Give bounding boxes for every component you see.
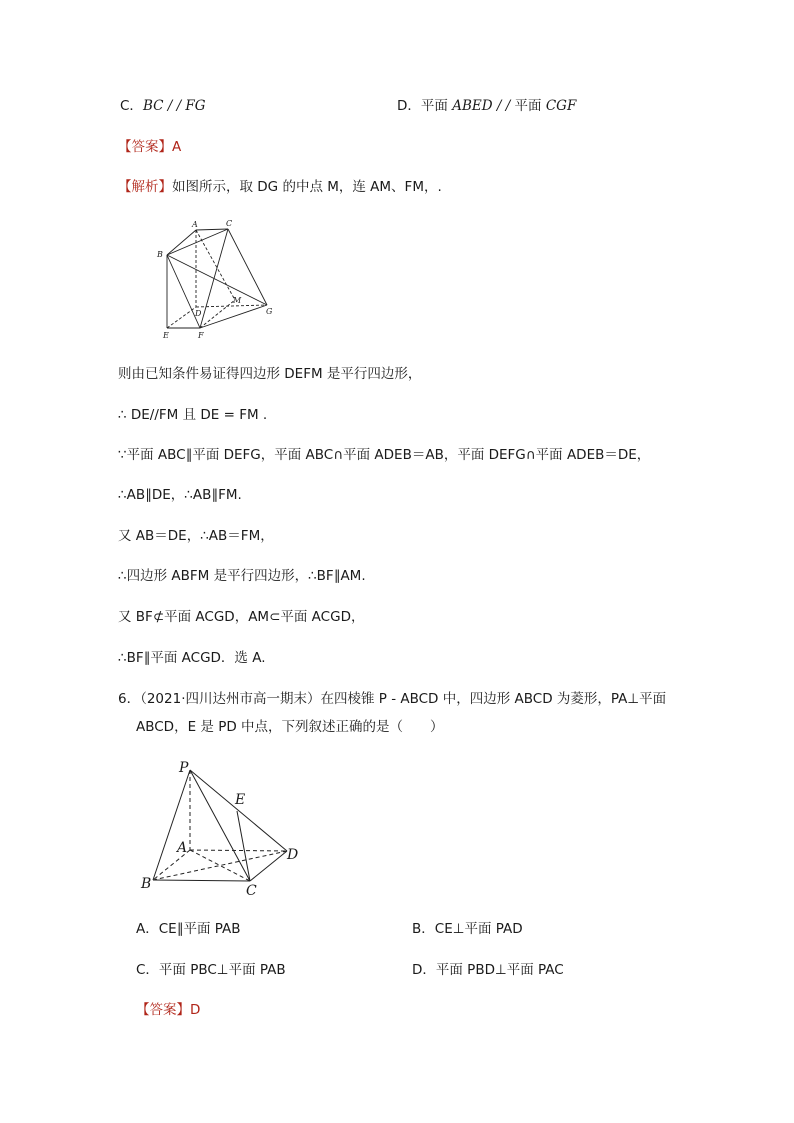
analysis-line: ∴四边形 ABFM 是平行四边形，∴BF∥AM. bbox=[118, 568, 366, 584]
fig5-label-e: E bbox=[163, 331, 169, 340]
fig6-label-p: P bbox=[179, 760, 189, 776]
fig5-label-f: F bbox=[198, 331, 204, 340]
fig5-label-g: G bbox=[266, 307, 273, 316]
q6-figure bbox=[135, 755, 310, 900]
analysis-line: 则由已知条件易证得四边形 DEFM 是平行四边形， bbox=[118, 366, 422, 382]
analysis-line: ∴ DE//FM 且 DE = FM . bbox=[118, 407, 268, 423]
q6-option-c: C．平面 PBC⊥平面 PAB bbox=[136, 962, 286, 978]
q5-answer: 【答案】A bbox=[118, 139, 182, 155]
fig5-label-a: A bbox=[192, 220, 198, 229]
option-c: C．BC / / FG bbox=[120, 98, 206, 114]
analysis-line: ∴BF∥平面 ACGD．选 A. bbox=[118, 650, 266, 666]
q6-stem-line1: 6．（2021·四川达州市高一期末）在四棱锥 P - ABCD 中，四边形 ABCD 为菱形，PA⊥平面 bbox=[118, 691, 667, 707]
analysis-line: 又 BF⊄平面 ACGD，AM⊂平面 ACGD， bbox=[118, 609, 365, 625]
fig6-label-a: A bbox=[177, 840, 188, 856]
option-d: D．平面 ABED / / 平面 CGF bbox=[397, 98, 577, 114]
fig5-label-m: M bbox=[233, 296, 242, 305]
fig5-label-d: D bbox=[195, 309, 202, 318]
fig6-label-c: C bbox=[246, 883, 257, 899]
analysis-line: ∵平面 ABC∥平面 DEFG，平面 ABC∩平面 ADEB＝AB，平面 DEFG∩平面 ADEB＝DE， bbox=[118, 447, 651, 463]
fig5-label-c: C bbox=[226, 219, 233, 228]
analysis-line: 又 AB＝DE，∴AB＝FM， bbox=[118, 528, 274, 544]
q6-option-d: D．平面 PBD⊥平面 PAC bbox=[412, 962, 564, 978]
q5-figure bbox=[150, 215, 280, 345]
fig6-label-e: E bbox=[235, 792, 246, 808]
q6-stem-line2: ABCD，E 是 PD 中点，下列叙述正确的是（ ） bbox=[136, 719, 444, 735]
fig6-label-b: B bbox=[141, 876, 152, 892]
q6-option-a: A．CE∥平面 PAB bbox=[136, 921, 241, 937]
q6-answer: 【答案】D bbox=[136, 1002, 201, 1018]
fig5-label-b: B bbox=[157, 250, 163, 259]
analysis-line: ∴AB∥DE，∴AB∥FM. bbox=[118, 487, 242, 503]
fig6-label-d: D bbox=[287, 847, 299, 863]
q5-analysis-intro: 【解析】如图所示，取 DG 的中点 M，连 AM、FM，. bbox=[118, 179, 442, 195]
q6-option-b: B．CE⊥平面 PAD bbox=[412, 921, 523, 937]
